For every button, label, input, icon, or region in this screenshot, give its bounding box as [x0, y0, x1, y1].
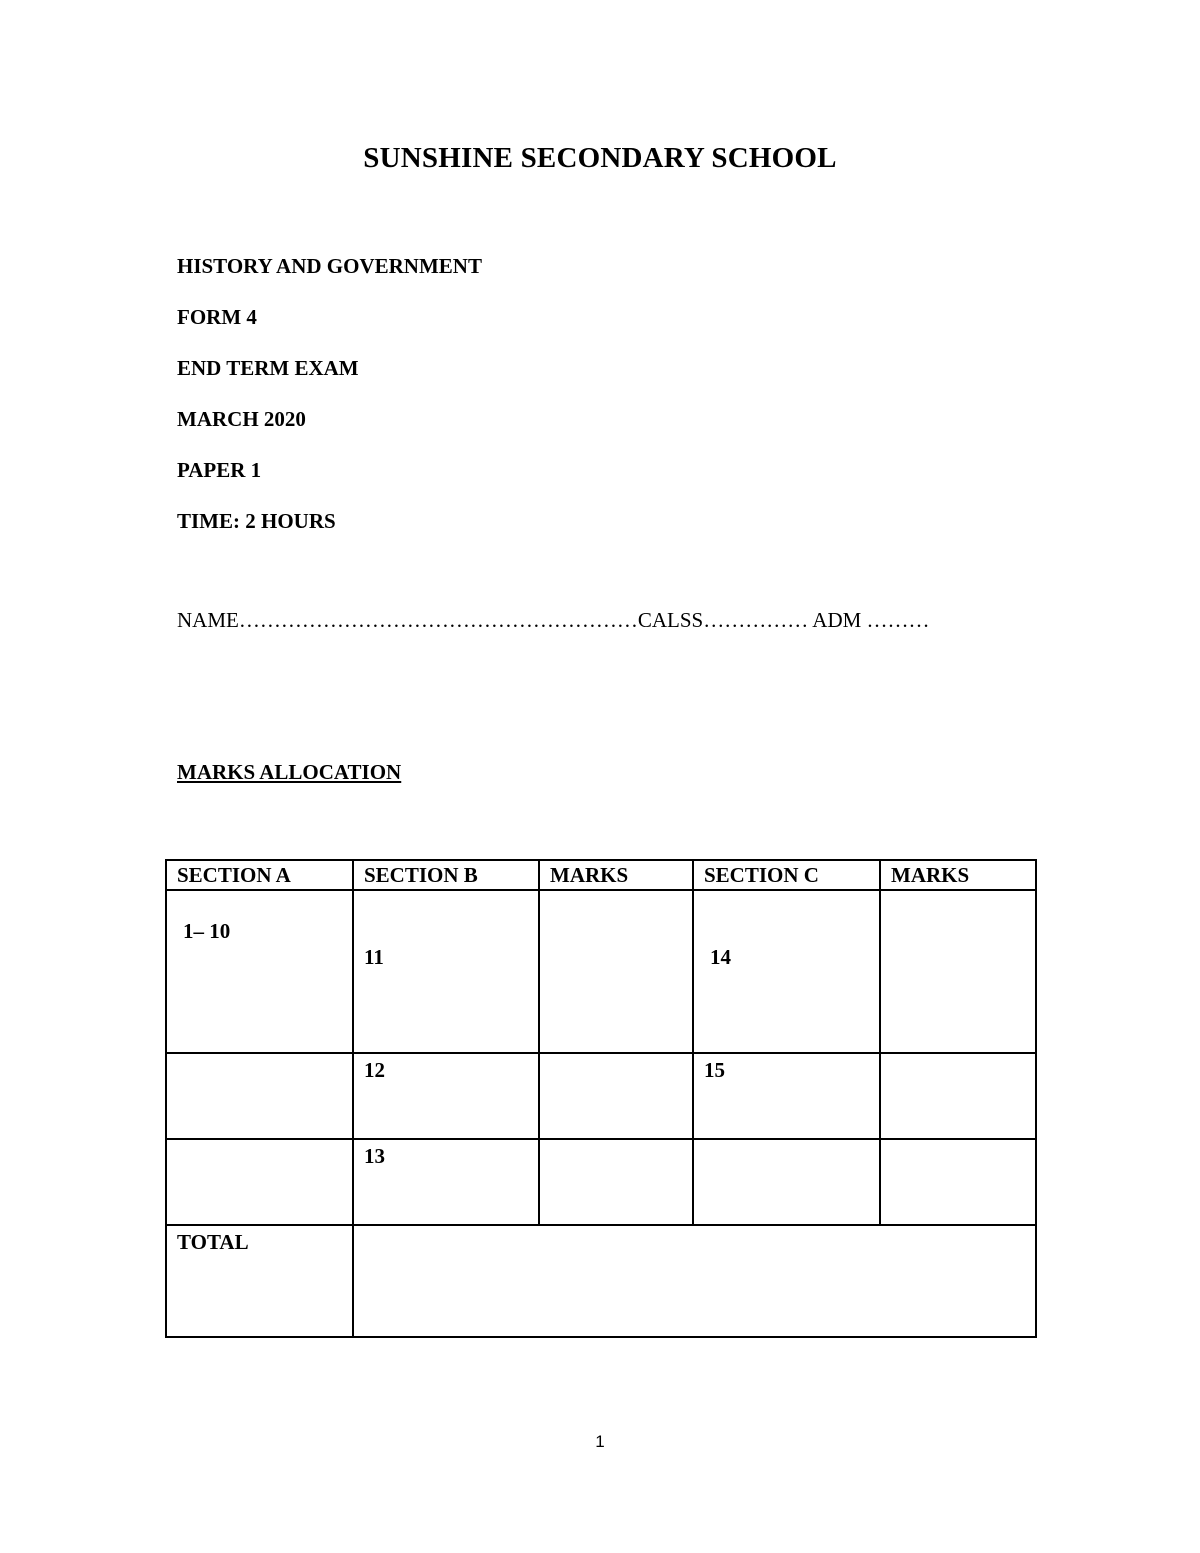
- section-b-cell: 11: [353, 890, 539, 1053]
- marks-allocation-heading: MARKS ALLOCATION: [177, 760, 402, 784]
- marks-b-cell: [539, 1139, 693, 1225]
- section-a-cell: [166, 1139, 353, 1225]
- section-c-cell: 15: [693, 1053, 880, 1139]
- school-title: SUNSHINE SECONDARY SCHOOL: [363, 142, 837, 174]
- section-b-cell: 12: [353, 1053, 539, 1139]
- marks-c-cell: [880, 1053, 1036, 1139]
- table-row: [166, 890, 1036, 1053]
- date-line: MARCH 2020: [177, 407, 306, 431]
- section-b-cell: 13: [353, 1139, 539, 1225]
- total-label: TOTAL: [166, 1225, 353, 1337]
- student-details-line: NAME…………………………………………………CALSS…………… ADM ………: [177, 608, 930, 632]
- section-c-cell: 14: [693, 890, 880, 1053]
- column-header-section-a: SECTION A: [166, 860, 353, 890]
- table-row: [166, 1053, 1036, 1139]
- marks-allocation-table: [165, 859, 1037, 1338]
- marks-c-cell: [880, 1139, 1036, 1225]
- marks-c-cell: [880, 890, 1036, 1053]
- paper-line: PAPER 1: [177, 458, 262, 482]
- page-number: 1: [595, 1432, 605, 1451]
- total-value-cell: [353, 1225, 1036, 1337]
- section-a-cell: 1– 10: [166, 890, 353, 1053]
- form-line: FORM 4: [177, 305, 257, 329]
- column-header-section-c: SECTION C: [693, 860, 880, 890]
- table-header-row: [166, 860, 1036, 890]
- column-header-marks-c: MARKS: [880, 860, 1036, 890]
- marks-b-cell: [539, 890, 693, 1053]
- section-c-cell: [693, 1139, 880, 1225]
- column-header-section-b: SECTION B: [353, 860, 539, 890]
- exam-line: END TERM EXAM: [177, 356, 359, 380]
- time-line: TIME: 2 HOURS: [177, 509, 336, 533]
- subject-line: HISTORY AND GOVERNMENT: [177, 254, 482, 278]
- table-row: [166, 1139, 1036, 1225]
- total-row: [166, 1225, 1036, 1337]
- column-header-marks-b: MARKS: [539, 860, 693, 890]
- marks-b-cell: [539, 1053, 693, 1139]
- section-a-cell: [166, 1053, 353, 1139]
